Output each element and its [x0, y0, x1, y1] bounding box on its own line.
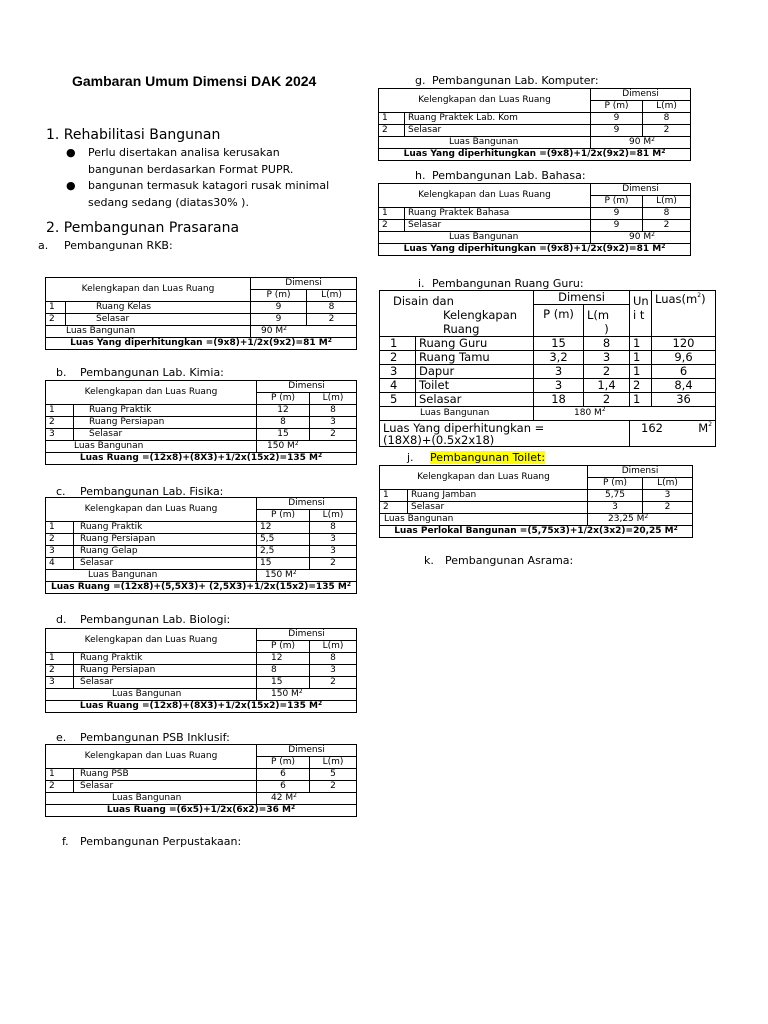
cell-p: 9: [251, 314, 307, 326]
total-row: [380, 526, 693, 538]
luas-bangunan-value: 90 $M^2$: [591, 232, 691, 244]
table-row: [380, 365, 716, 379]
bullet-text: sedang sedang (diatas30% ).: [88, 196, 249, 209]
header-kelengkapan: Kelengkapan dan Luas Ruang: [46, 278, 251, 302]
cell-no: 2: [379, 125, 405, 137]
cell-no: 5: [380, 393, 416, 407]
table-row: [380, 502, 693, 514]
cell-l: 8: [307, 302, 357, 314]
cell-p: 9: [591, 220, 643, 232]
cell-p: 12: [257, 653, 310, 665]
cell-no: 1: [379, 208, 405, 220]
total-row: [46, 582, 357, 594]
calc-text: Luas Yang diperhitungkan =: [383, 421, 545, 435]
table-row: [379, 220, 691, 232]
header-p: P (m): [257, 757, 310, 769]
bullet-icon: ●: [66, 146, 76, 159]
cell-no: 1: [46, 302, 66, 314]
header-l: L(m): [643, 196, 691, 208]
header-dimensi: Dimensi: [257, 629, 357, 641]
table-row: [380, 393, 716, 407]
cell-no: 2: [46, 665, 74, 677]
cell-p: 9: [251, 302, 307, 314]
luas-total: Luas Ruang =(12x8)+(8X3)+1/2x(15x2)=135 $M^2$: [46, 701, 357, 713]
cell-l: 2: [307, 314, 357, 326]
header-text: i t: [633, 308, 645, 322]
header-dimensi: Dimensi: [588, 466, 693, 478]
item-f-label: f.: [62, 835, 69, 848]
table-header-row: [46, 629, 357, 641]
header-l: L(m): [310, 641, 357, 653]
cell-name: Selasar: [66, 314, 251, 326]
cell-l: 8: [643, 208, 691, 220]
bullet-item: [66, 144, 368, 178]
table-header-row: [46, 498, 357, 510]
header-l: L(m): [310, 510, 357, 522]
table-row: [46, 429, 357, 441]
table-a: [45, 277, 357, 350]
luas-bangunan-label: Luas Bangunan: [46, 570, 257, 582]
table-i: [379, 290, 716, 447]
table-row: [46, 781, 357, 793]
total-row: [46, 701, 357, 713]
item-f-title: Pembangunan Perpustakaan:: [80, 835, 242, 848]
cell-name: Ruang Praktik: [74, 522, 257, 534]
luas-bangunan-row: [46, 689, 357, 701]
cell-name: Ruang Persiapan: [74, 665, 257, 677]
item-g-title: Pembangunan Lab. Komputer:: [432, 74, 599, 87]
cell-name: Toilet: [416, 379, 534, 393]
table-row: [46, 558, 357, 570]
item-b-label: b.: [56, 366, 67, 379]
cell-no: 1: [46, 522, 74, 534]
document-title: Gambaran Umum Dimensi DAK 2024: [72, 73, 317, 89]
luas-bangunan-row: [46, 326, 357, 338]
table-row: [46, 522, 357, 534]
cell-no: 4: [380, 379, 416, 393]
cell-name: Ruang Guru: [416, 337, 534, 351]
table-row: [46, 314, 357, 326]
header-l: L(m): [310, 757, 357, 769]
header-unit: [630, 291, 652, 337]
header-kelengkapan: Kelengkapan dan Luas Ruang: [46, 381, 257, 405]
cell-l: 2: [310, 781, 357, 793]
item-d-label: d.: [56, 613, 67, 626]
cell-name: Ruang Persiapan: [74, 534, 257, 546]
table-header-row: [379, 89, 691, 101]
luas-bangunan-label: Luas Bangunan: [46, 793, 257, 805]
cell-l: 8: [584, 337, 630, 351]
total-row: [380, 421, 716, 447]
luas-total: Luas Yang diperhitungkan =(9x8)+1/2x(9x2)=81 $M^2$: [46, 338, 357, 350]
item-i-title: Pembangunan Ruang Guru:: [432, 277, 584, 290]
header-luas: $Luas(m^2)$: [652, 291, 716, 337]
header-kelengkapan: Kelengkapan dan Luas Ruang: [379, 89, 591, 113]
header-dimensi: Dimensi: [591, 184, 691, 196]
cell-name: Selasar: [405, 220, 591, 232]
cell-l: 8: [310, 653, 357, 665]
table-header-row: [379, 184, 691, 196]
cell-no: 1: [379, 113, 405, 125]
cell-name: Ruang PSB: [74, 769, 257, 781]
cell-p: 9: [591, 125, 643, 137]
item-d-title: Pembangunan Lab. Biologi:: [80, 613, 231, 626]
cell-l: 8: [310, 405, 357, 417]
header-dimensi: Dimensi: [257, 745, 357, 757]
luas-bangunan-label: Luas Bangunan: [46, 441, 257, 453]
cell-name: Ruang Jamban: [408, 490, 588, 502]
header-p: P (m): [257, 393, 310, 405]
cell-l: 2: [643, 502, 693, 514]
cell-name: Ruang Kelas: [66, 302, 251, 314]
cell-p: 2,5: [257, 546, 310, 558]
cell-name: Ruang Gelap: [74, 546, 257, 558]
cell-no: 2: [379, 220, 405, 232]
cell-unit: 1: [630, 365, 652, 379]
item-a-title: Pembangunan RKB:: [64, 239, 173, 252]
cell-no: 2: [380, 502, 408, 514]
bullet-text: bangunan termasuk katagori rusak minimal: [88, 179, 330, 192]
cell-p: 5,75: [588, 490, 643, 502]
header-text: ): [604, 322, 609, 336]
table-row: [46, 405, 357, 417]
luas-bangunan-value: 150 $M^2$: [257, 570, 357, 582]
header-dimensi: Dimensi: [251, 278, 357, 290]
cell-p: 18: [534, 393, 584, 407]
cell-l: 2: [643, 125, 691, 137]
cell-name: Selasar: [74, 677, 257, 689]
cell-unit: 1: [630, 351, 652, 365]
cell-no: 2: [46, 781, 74, 793]
cell-p: 5,5: [257, 534, 310, 546]
cell-l: 3: [643, 490, 693, 502]
header-l: L(m): [310, 393, 357, 405]
cell-p: 6: [257, 769, 310, 781]
table-row: [46, 417, 357, 429]
luas-total: Luas Ruang =(6x5)+1/2x(6x2)=36 $M^2$: [46, 805, 357, 817]
cell-no: 4: [46, 558, 74, 570]
cell-unit: 1: [630, 393, 652, 407]
cell-no: 1: [46, 653, 74, 665]
cell-luas: 6: [652, 365, 716, 379]
cell-name: Selasar: [416, 393, 534, 407]
cell-name: Ruang Tamu: [416, 351, 534, 365]
cell-p: 9: [591, 208, 643, 220]
item-j-label: j.: [407, 451, 414, 464]
table-row: [46, 677, 357, 689]
cell-no: 2: [380, 351, 416, 365]
cell-name: Ruang Praktek Lab. Kom: [405, 113, 591, 125]
cell-l: 5: [310, 769, 357, 781]
table-row: [46, 769, 357, 781]
cell-l: 8: [643, 113, 691, 125]
luas-bangunan-value: 150 $M^2$: [257, 441, 357, 453]
header-l: L(m): [643, 101, 691, 113]
luas-bangunan-row: [46, 441, 357, 453]
header-kelengkapan: Kelengkapan dan Luas Ruang: [46, 498, 257, 522]
header-p: P (m): [588, 478, 643, 490]
header-disain: [380, 291, 534, 337]
header-text: Kelengkapan: [443, 308, 518, 322]
luas-total: Luas Ruang =(12x8)+(5,5X3)+ (2,5X3)+1/2x(15x2)=135 $M^2$: [46, 582, 357, 594]
cell-name: Selasar: [74, 558, 257, 570]
bullet-icon: ●: [66, 179, 76, 192]
table-row: [46, 534, 357, 546]
cell-luas: 8,4: [652, 379, 716, 393]
header-p: P (m): [591, 101, 643, 113]
total-row: [46, 453, 357, 465]
header-kelengkapan: Kelengkapan dan Luas Ruang: [46, 745, 257, 769]
header-kelengkapan: Kelengkapan dan Luas Ruang: [379, 184, 591, 208]
luas-bangunan-label: Luas Bangunan: [379, 232, 591, 244]
cell-unit: 1: [630, 337, 652, 351]
header-kelengkapan: Kelengkapan dan Luas Ruang: [380, 466, 588, 490]
header-l: L(m): [643, 478, 693, 490]
item-a-label: a.: [38, 239, 49, 252]
table-header-row: [380, 291, 716, 305]
item-e-title: Pembangunan PSB Inklusif:: [80, 731, 230, 744]
item-k-title: Pembangunan Asrama:: [445, 554, 574, 567]
header-p: P (m): [257, 510, 310, 522]
table-row: [46, 546, 357, 558]
cell-p: 12: [257, 522, 310, 534]
luas-bangunan-value: 23,25 $M^2$: [588, 514, 693, 526]
luas-total: Luas Yang diperhitungkan =(9x8)+1/2x(9x2)=81 $M^2$: [379, 149, 691, 161]
cell-no: 1: [380, 337, 416, 351]
luas-bangunan-row: [379, 232, 691, 244]
cell-no: 2: [46, 534, 74, 546]
luas-bangunan-label: Luas Bangunan: [380, 407, 534, 421]
cell-l: 3: [310, 546, 357, 558]
cell-p: 15: [534, 337, 584, 351]
total-row: [379, 244, 691, 256]
bullet-text: Perlu disertakan analisa kerusakan: [88, 146, 280, 159]
table-row: [46, 653, 357, 665]
luas-bangunan-row: [380, 407, 716, 421]
cell-name: Ruang Persiapan: [74, 417, 257, 429]
header-dimensi: Dimensi: [534, 291, 630, 305]
section-1-heading: 1. Rehabilitasi Bangunan: [46, 127, 221, 143]
table-h: [378, 183, 691, 256]
total-row: [46, 338, 357, 350]
luas-bangunan-label: Luas Bangunan: [379, 137, 591, 149]
table-header-row: [46, 745, 357, 757]
luas-bangunan-value: 90 $M^2$: [591, 137, 691, 149]
luas-bangunan-value: 42 $M^2$: [257, 793, 357, 805]
cell-p: 8: [257, 665, 310, 677]
header-text: Un: [633, 294, 649, 308]
cell-l: 1,4: [584, 379, 630, 393]
cell-no: 2: [46, 314, 66, 326]
cell-p: 8: [257, 417, 310, 429]
table-row: [380, 379, 716, 393]
table-row: [46, 302, 357, 314]
cell-no: 3: [46, 677, 74, 689]
cell-l: 3: [310, 665, 357, 677]
header-p: P (m): [257, 641, 310, 653]
luas-bangunan-value: 90 $M^2$: [251, 326, 357, 338]
cell-l: 3: [310, 534, 357, 546]
cell-l: 8: [310, 522, 357, 534]
cell-l: 2: [310, 558, 357, 570]
cell-p: 15: [257, 677, 310, 689]
luas-bangunan-row: [380, 514, 693, 526]
header-text: L(m: [587, 308, 610, 322]
header-text: Disain dan: [393, 294, 454, 308]
cell-luas: 9,6: [652, 351, 716, 365]
item-c-title: Pembangunan Lab. Fisika:: [80, 485, 224, 498]
header-dimensi: Dimensi: [257, 498, 357, 510]
cell-name: Selasar: [405, 125, 591, 137]
cell-name: Ruang Praktik: [74, 653, 257, 665]
table-row: [380, 490, 693, 502]
item-c-label: c.: [56, 485, 66, 498]
total-row: [379, 149, 691, 161]
header-l: [584, 305, 630, 337]
table-header-row: [380, 466, 693, 478]
luas-bangunan-label: Luas Bangunan: [46, 689, 257, 701]
table-row: [46, 665, 357, 677]
bullet-text: bangunan berdasarkan Format PUPR.: [88, 163, 294, 176]
header-dimensi: Dimensi: [257, 381, 357, 393]
cell-name: Dapur: [416, 365, 534, 379]
table-row: [379, 125, 691, 137]
item-e-label: e.: [56, 731, 67, 744]
cell-l: 3: [310, 417, 357, 429]
cell-no: 1: [380, 490, 408, 502]
cell-no: 3: [46, 429, 74, 441]
cell-no: 2: [46, 417, 74, 429]
luas-total: Luas Yang diperhitungkan =(9x8)+1/2x(9x2)=81 $M^2$: [379, 244, 691, 256]
section-2-heading: 2. Pembangunan Prasarana: [46, 220, 240, 236]
item-b-title: Pembangunan Lab. Kimia:: [80, 366, 224, 379]
cell-l: 2: [643, 220, 691, 232]
table-row: [380, 337, 716, 351]
table-c: [45, 497, 357, 594]
cell-l: 2: [310, 429, 357, 441]
calc-text: (18X8)+(0.5x2x18): [383, 433, 495, 447]
cell-p: 15: [257, 429, 310, 441]
cell-l: 2: [584, 365, 630, 379]
header-text: Ruang: [443, 322, 480, 336]
header-p: P (m): [534, 305, 584, 337]
cell-name: Ruang Praktik: [74, 405, 257, 417]
item-i-label: i.: [418, 277, 425, 290]
cell-l: 3: [584, 351, 630, 365]
table-e: [45, 744, 357, 817]
luas-bangunan-value: 150 $M^2$: [257, 689, 357, 701]
table-header-row: [46, 381, 357, 393]
item-g-label: g.: [415, 74, 426, 87]
table-j: [379, 465, 693, 538]
luas-bangunan-value: 180 $M^2$: [534, 407, 716, 421]
cell-name: Selasar: [74, 429, 257, 441]
table-row: [379, 113, 691, 125]
cell-l: 2: [584, 393, 630, 407]
item-h-title: Pembangunan Lab. Bahasa:: [432, 169, 586, 182]
item-k-label: k.: [424, 554, 434, 567]
cell-p: 3,2: [534, 351, 584, 365]
header-p: P (m): [591, 196, 643, 208]
total-row: [46, 805, 357, 817]
table-d: [45, 628, 357, 713]
cell-p: 15: [257, 558, 310, 570]
cell-name: Selasar: [408, 502, 588, 514]
table-row: [379, 208, 691, 220]
cell-l: 2: [310, 677, 357, 689]
cell-p: 3: [534, 365, 584, 379]
cell-name: Selasar: [74, 781, 257, 793]
item-h-label: h.: [415, 169, 426, 182]
cell-no: 1: [46, 769, 74, 781]
cell-luas: 36: [652, 393, 716, 407]
cell-no: 3: [380, 365, 416, 379]
luas-bangunan-label: Luas Bangunan: [46, 326, 251, 338]
luas-bangunan-row: [379, 137, 691, 149]
luas-bangunan-row: [46, 793, 357, 805]
table-row: [380, 351, 716, 365]
luas-bangunan-label: Luas Bangunan: [380, 514, 588, 526]
cell-p: 3: [534, 379, 584, 393]
cell-p: 6: [257, 781, 310, 793]
table-header-row: [46, 278, 357, 290]
header-dimensi: Dimensi: [591, 89, 691, 101]
luas-total: Luas Ruang =(12x8)+(8X3)+1/2x(15x2)=135 $M^2$: [46, 453, 357, 465]
header-kelengkapan: Kelengkapan dan Luas Ruang: [46, 629, 257, 653]
header-l: L(m): [307, 290, 357, 302]
table-g: [378, 88, 691, 161]
table-b: [45, 380, 357, 465]
luas-total-label: [380, 421, 630, 447]
cell-no: 3: [46, 546, 74, 558]
cell-p: 12: [257, 405, 310, 417]
luas-bangunan-row: [46, 570, 357, 582]
header-p: P (m): [251, 290, 307, 302]
luas-total: Luas Perlokal Bangunan =(5,75x3)+1/2x(3x2)=20,25 $M^2$: [380, 526, 693, 538]
item-j-title: Pembangunan Toilet:: [430, 451, 546, 464]
cell-no: 1: [46, 405, 74, 417]
luas-total-value: 162 $M^2$: [630, 421, 716, 447]
cell-p: 3: [588, 502, 643, 514]
cell-luas: 120: [652, 337, 716, 351]
cell-name: Ruang Praktek Bahasa: [405, 208, 591, 220]
bullet-item: [66, 177, 368, 211]
cell-unit: 2: [630, 379, 652, 393]
cell-p: 9: [591, 113, 643, 125]
